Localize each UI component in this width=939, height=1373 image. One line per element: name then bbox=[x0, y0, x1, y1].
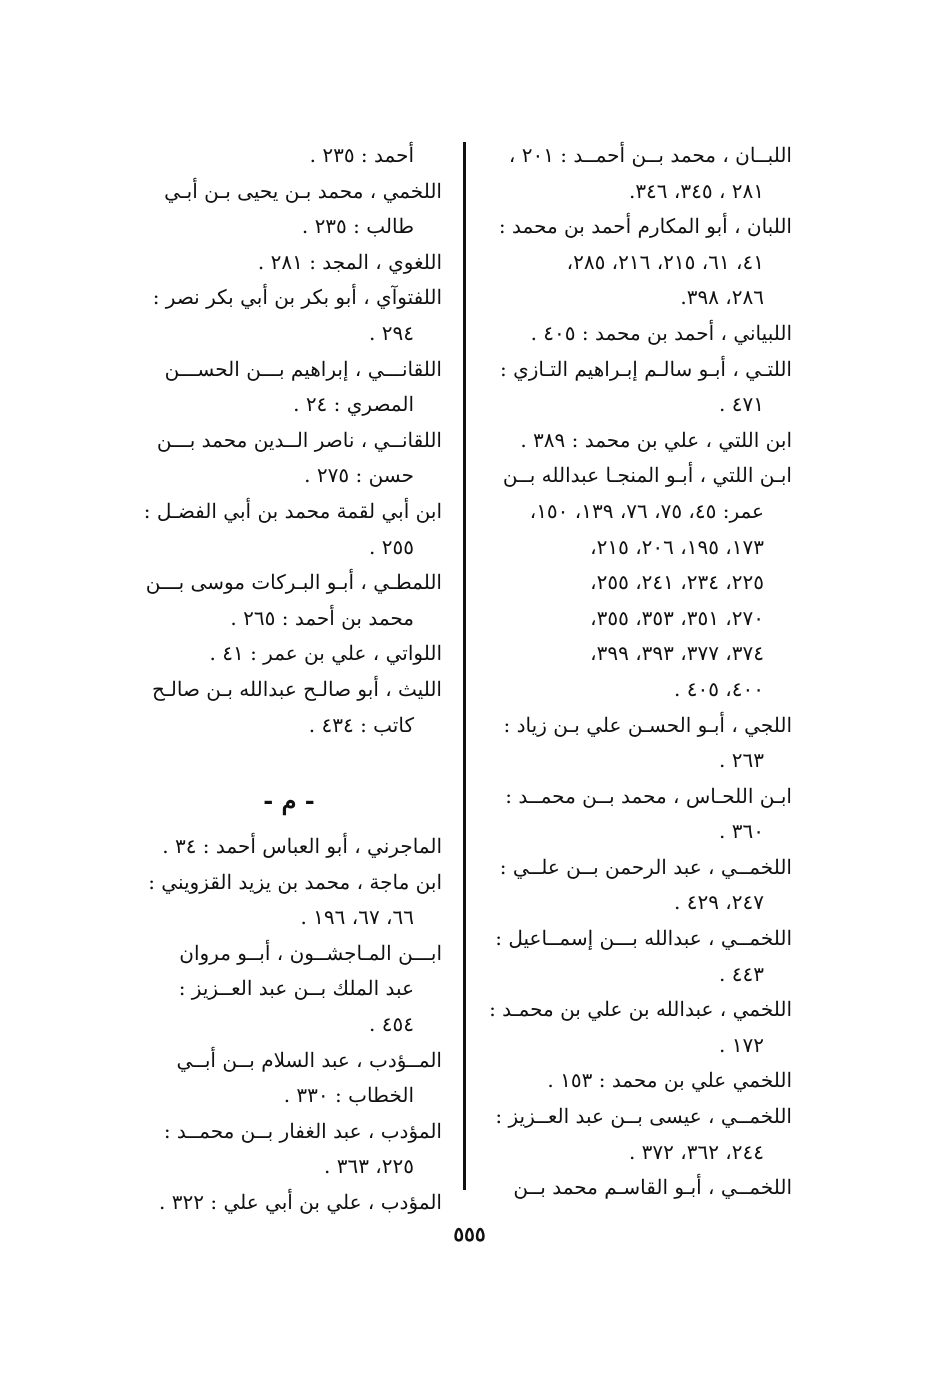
entry-heading: اللفتوآي ، أبو بكر بن أبي بكر نصر : bbox=[152, 285, 442, 310]
index-entry bbox=[136, 865, 442, 936]
entry-continuation: الخطاب : ٣٣٠ . bbox=[283, 1083, 414, 1108]
index-entry bbox=[136, 245, 442, 281]
entry-continuation: ٦٦، ٦٧، ١٩٦ . bbox=[300, 905, 414, 930]
entry-continuation: ٢٢٥، ٣٦٣ . bbox=[324, 1154, 414, 1179]
index-entry bbox=[136, 352, 442, 423]
entry-heading: المؤدب ، عبد الغفار بــن محمــد : bbox=[163, 1118, 442, 1143]
index-entry bbox=[490, 458, 792, 707]
entry-continuation: محمد بن أحمد : ٢٦٥ . bbox=[230, 605, 414, 630]
index-entry bbox=[490, 352, 792, 423]
index-entry bbox=[490, 1063, 792, 1099]
index-entry bbox=[136, 936, 442, 1043]
entry-continuation: ٢٥٥ . bbox=[369, 534, 414, 559]
entry-continuation: ٤٤٣ . bbox=[719, 961, 764, 986]
index-entry bbox=[136, 565, 442, 636]
entry-heading: اللبياني ، أحمد بن محمد : ٤٠٥ . bbox=[530, 320, 792, 345]
index-entry bbox=[136, 1114, 442, 1185]
index-entry bbox=[490, 138, 792, 209]
left-column-entries-mim bbox=[136, 829, 442, 1221]
entry-heading: اللغوي ، المجد : ٢٨١ . bbox=[257, 249, 442, 274]
entry-heading: ابـن اللتي ، أبـو المنجـا عبدالله بــن bbox=[502, 463, 792, 488]
entry-heading: المــؤدب ، عبد السلام بــن أبــي bbox=[176, 1047, 442, 1072]
entry-continuation: ٤١، ٦١، ٢١٥، ٢١٦، ٢٨٥، ٢٨٦، ٣٩٨. bbox=[566, 249, 764, 310]
entry-heading: اللبــان ، محمد بــن أحمــد : ٢٠١ ، bbox=[508, 143, 792, 167]
entry-heading: اللبان ، أبو المكارم أحمد بن محمد : bbox=[498, 214, 792, 239]
index-entry bbox=[136, 672, 442, 743]
entry-continuation: طالب : ٢٣٥ . bbox=[301, 214, 414, 239]
entry-heading: اللقانــي ، ناصر الــدين محمد بـــن bbox=[156, 427, 442, 452]
entry-heading: ابـــن المـاجشــون ، أبــو مروان bbox=[179, 940, 442, 965]
index-entry bbox=[490, 1170, 792, 1206]
entry-continuation: عبد الملك بــن عبد العــزيز : ٤٥٤ . bbox=[178, 976, 414, 1037]
index-entry bbox=[136, 138, 442, 174]
entry-heading: الماجرني ، أبو العباس أحمد : ٣٤ . bbox=[162, 834, 442, 859]
page-number: ٥٥٥ bbox=[453, 1222, 486, 1246]
entry-continuation: ٢٤٤، ٣٦٢، ٣٧٢ . bbox=[628, 1139, 764, 1164]
index-entry bbox=[490, 209, 792, 316]
entry-continuation: ٢٦٣ . bbox=[719, 748, 764, 773]
entry-heading: اللخمي ، محمد بـن يحيى بـن أبـي bbox=[164, 178, 442, 203]
entry-continuation: عمر: ٤٥، ٧٥، ٧٦، ١٣٩، ١٥٠، ١٧٣، ١٩٥، ٢٠٦، ٢١٥، ٢٢٥، ٢٣٤، ٢٤١، ٢٥٥، ٢٧٠، ٣٥١، ٣٥٣، ٣٥٥، ٣٧٤، ٣٧٧، ٣٩٣، ٣٩٩، ٤٠٠، ٤٠٥ . bbox=[529, 498, 764, 701]
right-column bbox=[490, 138, 792, 1206]
entry-heading: اللخمــي ، أبـو القاسـم محمد بــن bbox=[513, 1175, 792, 1200]
index-entry bbox=[490, 423, 792, 459]
index-entry bbox=[490, 992, 792, 1063]
index-entry bbox=[136, 636, 442, 672]
index-entry bbox=[136, 1043, 442, 1114]
entry-continuation: ٣٦٠ . bbox=[719, 819, 764, 844]
entry-heading: المؤدب ، علي بن أبي علي : ٣٢٢ . bbox=[159, 1190, 442, 1215]
left-column bbox=[136, 138, 442, 1221]
entry-heading: اللقانـــي ، إبراهيم بـــن الحســـن bbox=[164, 356, 442, 381]
index-entry bbox=[490, 1099, 792, 1170]
entry-heading: اللمطـي ، أبـو البـركات موسى بـــن bbox=[145, 570, 442, 595]
entry-heading: ابن أبي لقمة محمد بن أبي الفضـل : bbox=[143, 498, 442, 523]
entry-heading: اللجي ، أبـو الحسـن علي بـن زياد : bbox=[503, 712, 792, 737]
index-entry bbox=[136, 174, 442, 245]
index-entry bbox=[490, 708, 792, 779]
entry-continuation: كاتب : ٤٣٤ . bbox=[308, 712, 414, 737]
entry-heading: اللخمي علي بن محمد : ١٥٣ . bbox=[547, 1068, 792, 1093]
index-entry bbox=[136, 423, 442, 494]
entry-heading: أحمد : ٢٣٥ . bbox=[309, 143, 414, 167]
entry-heading: ابـن اللحـاس ، محمد بــن محمــد : bbox=[505, 783, 792, 808]
entry-continuation: ٤٧١ . bbox=[719, 392, 764, 417]
entry-continuation: المصري : ٢٤ . bbox=[293, 392, 414, 417]
entry-heading: ابن اللتي ، علي بن محمد : ٣٨٩ . bbox=[520, 427, 792, 452]
entry-heading: اللخمــي ، عيسى بــن عبد العــزيز : bbox=[495, 1104, 792, 1129]
entry-heading: الليث ، أبو صالـح عبدالله بـن صالـح bbox=[152, 676, 442, 701]
entry-continuation: ٢٩٤ . bbox=[369, 320, 414, 345]
index-entry bbox=[490, 779, 792, 850]
index-entry bbox=[490, 316, 792, 352]
index-entry bbox=[136, 280, 442, 351]
index-entry bbox=[136, 829, 442, 865]
entry-heading: اللخمــي ، عبد الرحمن بــن علــي : bbox=[499, 854, 792, 879]
index-entry bbox=[490, 850, 792, 921]
index-entry bbox=[136, 494, 442, 565]
entry-heading: اللخمــي ، عبدالله بـــن إسمــاعيل : bbox=[495, 926, 792, 951]
entry-heading: ابن ماجة ، محمد بن يزيد القزويني : bbox=[148, 869, 442, 894]
entry-continuation: ٢٤٧، ٤٢٩ . bbox=[674, 890, 764, 915]
entry-heading: اللتـي ، أبـو سالـم إبـراهيم التـازي : bbox=[499, 356, 792, 381]
entry-continuation: ٢٨١ ، ٣٤٥، ٣٤٦. bbox=[628, 178, 764, 203]
left-column-entries-lam bbox=[136, 138, 442, 743]
column-divider bbox=[463, 142, 466, 1190]
index-entry bbox=[136, 1185, 442, 1221]
entry-continuation: حسن : ٢٧٥ . bbox=[304, 463, 414, 488]
entry-heading: اللواتي ، علي بن عمر : ٤١ . bbox=[209, 641, 442, 666]
index-entry bbox=[490, 921, 792, 992]
entry-continuation: ١٧٢ . bbox=[719, 1032, 764, 1057]
entry-heading: اللخمي ، عبدالله بن علي بن محمـد : bbox=[489, 997, 792, 1022]
section-heading-mim: - م - bbox=[263, 786, 315, 816]
